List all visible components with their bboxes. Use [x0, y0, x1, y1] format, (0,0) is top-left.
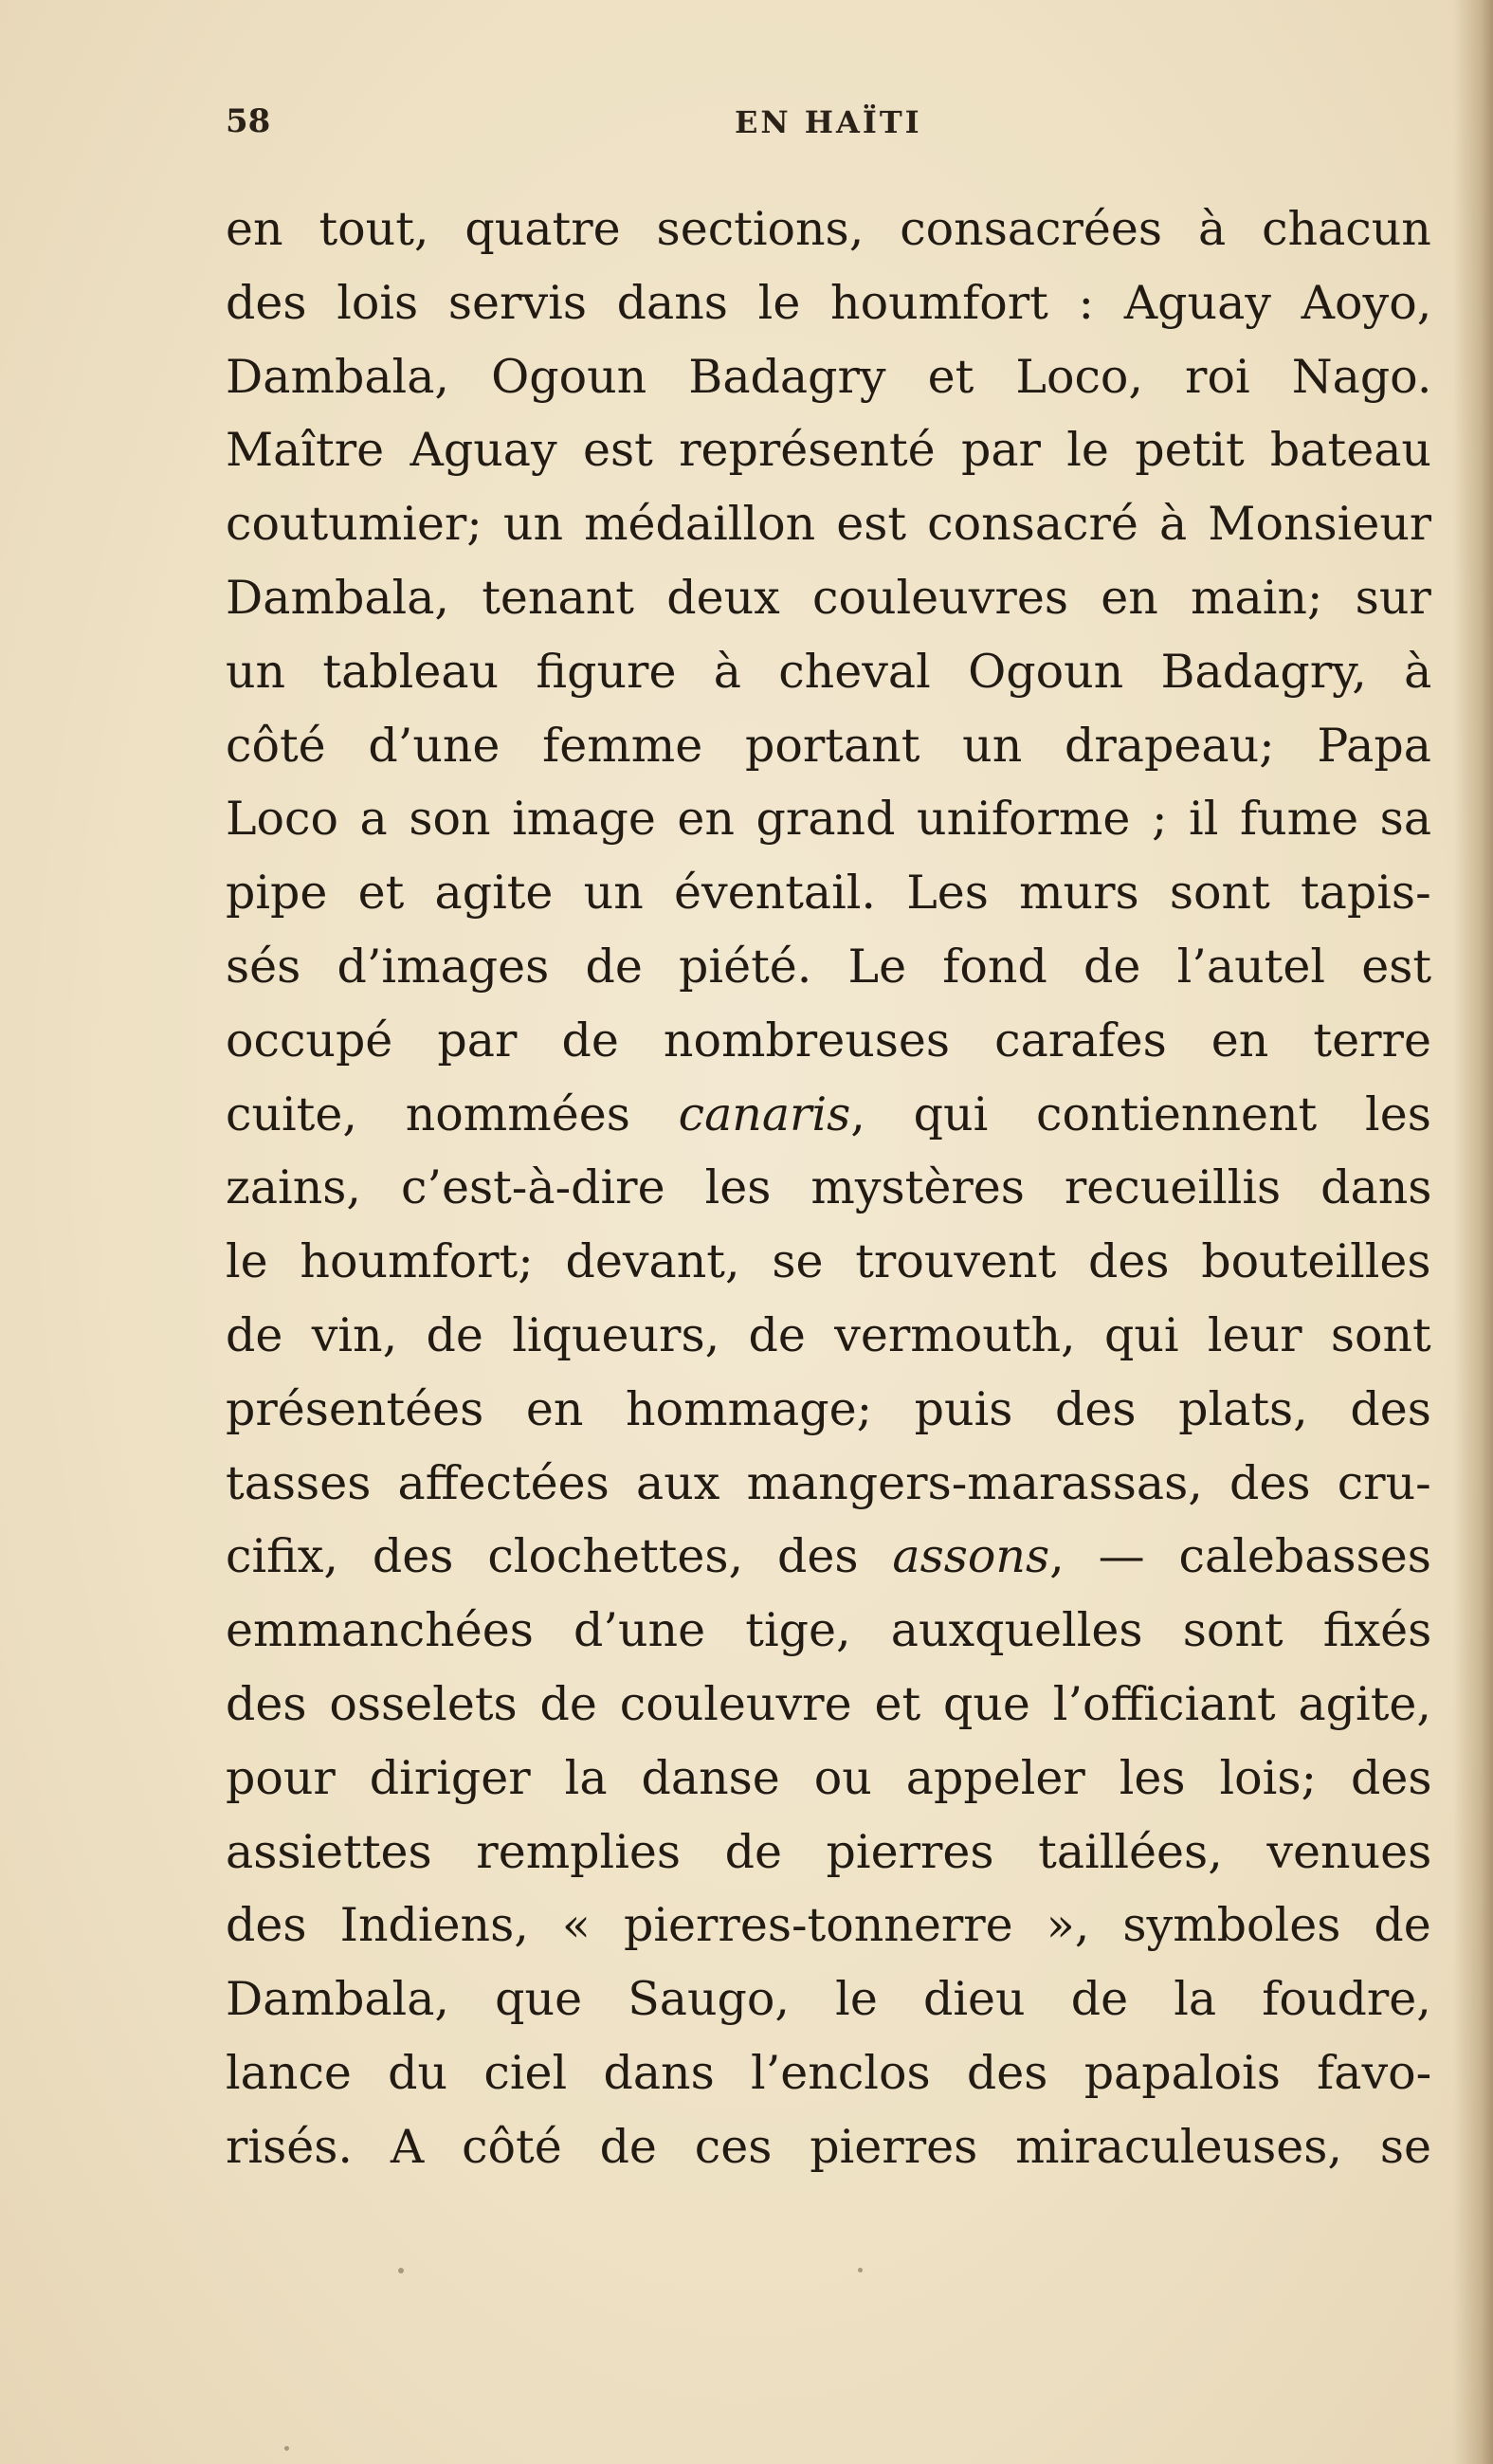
- running-title: EN HAÏTI: [735, 104, 922, 140]
- text-line: pipe et agite un éventail. Les murs sont tapis-: [226, 866, 1431, 921]
- text-line: des osselets de couleuvre et que l’officiant agite,: [226, 1676, 1431, 1731]
- paper-speck: [284, 2446, 289, 2451]
- text-line: assiettes remplies de pierres taillées, venues: [226, 1824, 1431, 1879]
- text-line: lance du ciel dans l’enclos des papalois favo-: [226, 2045, 1431, 2100]
- text-line: coutumier; un médaillon est consacré à Monsieur: [226, 497, 1431, 552]
- text-line: des Indiens, « pierres-tonnerre », symboles de: [226, 1898, 1431, 1953]
- text-line: côté d’une femme portant un drapeau; Papa: [226, 718, 1431, 773]
- paper-speck: [858, 2268, 863, 2272]
- text-line: en tout, quatre sections, consacrées à chacun: [226, 202, 1431, 256]
- text-line: des lois servis dans le houmfort : Aguay Aoyo,: [226, 275, 1431, 330]
- text-line: pour diriger la danse ou appeler les lois; des: [226, 1750, 1431, 1805]
- italic-term: assons: [892, 1529, 1050, 1584]
- paper-speck: [398, 2268, 404, 2273]
- text-line: un tableau figure à cheval Ogoun Badagry, à: [226, 644, 1431, 699]
- italic-term: canaris: [678, 1086, 851, 1141]
- text-line: Maître Aguay est représenté par le petit bateau: [226, 423, 1431, 478]
- text-line: Dambala, tenant deux couleuvres en main; sur: [226, 570, 1431, 625]
- text-line: sés d’images de piété. Le fond de l’autel est: [226, 939, 1431, 994]
- page-header: [226, 102, 1439, 150]
- text-line: Loco a son image en grand uniforme ; il fume sa: [226, 792, 1431, 847]
- text-line: risés. A côté de ces pierres miraculeuses, se: [226, 2119, 1431, 2174]
- body-text: [226, 192, 1431, 2184]
- text-line: occupé par de nombreuses carafes en terre: [226, 1013, 1431, 1068]
- text-line: Dambala, que Saugo, le dieu de la foudre,: [226, 1972, 1431, 2027]
- page-edge-shadow: [1453, 0, 1493, 2464]
- text-line: cifix, des clochettes, des assons, — calebasses: [226, 1529, 1431, 1584]
- text-line: le houmfort; devant, se trouvent des bouteilles: [226, 1234, 1431, 1289]
- text-line: Dambala, Ogoun Badagry et Loco, roi Nago.: [226, 349, 1431, 404]
- text-line: zains, c’est-à-dire les mystères recueillis dans: [226, 1160, 1431, 1215]
- text-line: cuite, nommées canaris, qui contiennent les: [226, 1086, 1431, 1141]
- text-line: tasses affectées aux mangers-marassas, des cru-: [226, 1455, 1431, 1510]
- text-line: de vin, de liqueurs, de vermouth, qui leur sont: [226, 1307, 1431, 1362]
- text-line: présentées en hommage; puis des plats, des: [226, 1381, 1431, 1436]
- page-number: 58: [226, 102, 271, 140]
- text-line: emmanchées d’une tige, auxquelles sont fixés: [226, 1603, 1431, 1658]
